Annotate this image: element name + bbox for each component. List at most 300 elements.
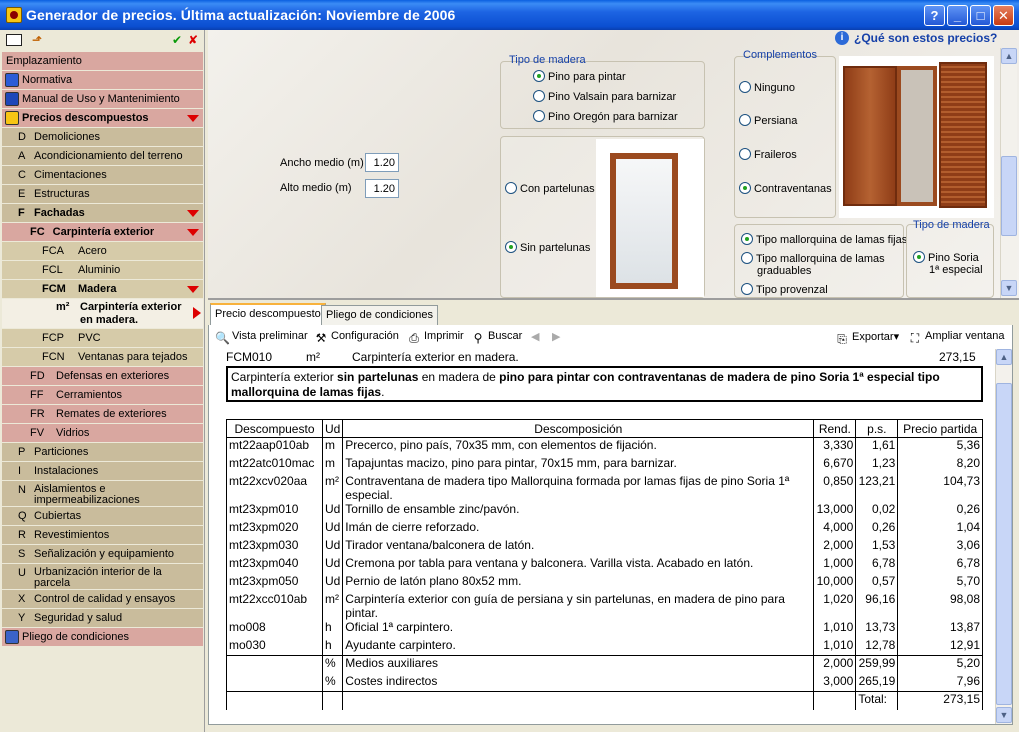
selected-marker-icon: [193, 307, 201, 319]
tree-code: m²: [56, 301, 70, 313]
tree-item-ff[interactable]: [2, 386, 203, 405]
table-row: [227, 438, 983, 456]
tree-item-fca[interactable]: [2, 242, 203, 261]
cell-desc: Tapajuntas macizo, pino para pintar, 70x15 mm, para barnizar.: [343, 456, 814, 474]
tree-label: Precios descompuestos: [22, 112, 149, 124]
tree-label: Instalaciones: [34, 465, 99, 477]
tree-code: Y: [18, 612, 26, 624]
pliego-icon: [5, 630, 19, 644]
expand-window-icon: ⛶: [910, 331, 920, 345]
cell-ps: 259,99: [856, 656, 898, 674]
left-toolbar: [0, 30, 204, 50]
table-row-total: [227, 692, 983, 710]
table-row: [227, 474, 983, 502]
tree-code: P: [18, 446, 26, 458]
tree-item-s[interactable]: [2, 545, 203, 564]
cell-unit: h: [322, 620, 342, 638]
tree-code: FCP: [42, 332, 64, 344]
app-icon: [6, 7, 22, 23]
radio-label: Persiana: [754, 115, 798, 127]
radio-label: Ninguno: [754, 82, 795, 94]
tree-label: en madera.: [80, 314, 139, 326]
cell-ps: 13,73: [856, 620, 898, 638]
table-row: [227, 592, 983, 620]
madera-radio-pintar[interactable]: [533, 70, 626, 83]
buscar-button[interactable]: [471, 330, 522, 345]
cell-code: mo030: [227, 638, 323, 656]
cell-unit: m: [322, 456, 342, 474]
tree-item-fr[interactable]: [2, 405, 203, 424]
scroll-up-icon[interactable]: ▲: [1001, 48, 1017, 64]
cell-ps: 265,19: [856, 674, 898, 692]
cell-rend: 13,000: [814, 502, 856, 520]
expand-icon[interactable]: [187, 229, 199, 236]
radio-label: Tipo mallorquina de lamas fijas: [756, 234, 908, 246]
col-ps: p.s.: [856, 420, 898, 438]
expand-icon[interactable]: [187, 210, 199, 217]
cell-price: 98,08: [898, 592, 983, 620]
alto-input[interactable]: [365, 179, 399, 198]
expand-icon[interactable]: [187, 115, 199, 122]
radio-dot: [739, 81, 751, 93]
tree-item-e[interactable]: [2, 185, 203, 204]
tree-item-c[interactable]: [2, 166, 203, 185]
cell-price: 3,06: [898, 538, 983, 556]
doc-code: FCM010: [226, 350, 273, 364]
desc-bold: pino para pintar con contraventanas de madera de pino Soria 1ª especial tipo mallorquina de lamas fijas: [231, 370, 940, 399]
complemento-persiana-radio[interactable]: [739, 114, 797, 127]
back-arrow-icon[interactable]: ◀: [531, 331, 540, 343]
exportar-button[interactable]: [835, 330, 899, 346]
radio-label: Pino Valsain para barnizar: [548, 91, 677, 103]
cell-price: 5,36: [898, 438, 983, 456]
tab-precio-descompuesto[interactable]: Precio descompuesto: [210, 303, 326, 326]
tree-label: Cubiertas: [34, 510, 82, 522]
document-scrollbar[interactable]: [995, 349, 1012, 724]
desc-text: en madera de: [418, 370, 500, 384]
cell-rend: 10,000: [814, 574, 856, 592]
content-toolbar: [208, 325, 1013, 349]
tree-item-i[interactable]: [2, 462, 203, 481]
tree: [2, 52, 203, 647]
cell-code: [227, 674, 323, 692]
doc-unit: m²: [306, 350, 320, 364]
cell-unit: m: [322, 438, 342, 456]
radio-label: Pino para pintar: [548, 71, 626, 83]
tree-item-fcn[interactable]: [2, 348, 203, 367]
cell-rend: 1,020: [814, 592, 856, 620]
cell-code: [227, 656, 323, 674]
radio-label: Contraventanas: [754, 183, 832, 195]
table-row-percent: [227, 674, 983, 692]
complementos-group: [734, 49, 836, 218]
tree-label: PVC: [78, 332, 101, 344]
desc-bold: sin partelunas: [337, 370, 419, 384]
tree-code: FCN: [42, 351, 65, 363]
cell-desc: Contraventana de madera tipo Mallorquina formada por lamas fijas de pino Soria 1ª especial.: [343, 474, 814, 502]
tree-code: F: [18, 207, 25, 219]
cell-desc: Pernio de latón plano 80x52 mm.: [343, 574, 814, 592]
col-descomposicion: Descomposición: [343, 420, 814, 438]
preview-icon: 🔍: [215, 331, 230, 345]
normativa-icon: [5, 73, 19, 87]
cell-empty: [322, 692, 342, 710]
expand-icon[interactable]: [187, 286, 199, 293]
tree-code: FCM: [42, 283, 66, 295]
tree-code: R: [18, 529, 26, 541]
tool-label: Exportar: [852, 331, 894, 343]
cell-ps: 1,53: [856, 538, 898, 556]
tool-label: Ampliar ventana: [925, 330, 1005, 342]
tree-item-selected[interactable]: [2, 299, 203, 329]
radio-label: Tipo provenzal: [756, 284, 828, 296]
cell-desc: Oficial 1ª carpintero.: [343, 620, 814, 638]
cell-price: 7,96: [898, 674, 983, 692]
group-title: Tipo de madera: [913, 219, 990, 231]
cell-desc: Cremona por tabla para ventana y balconera. Varilla vista. Acabado en latón.: [343, 556, 814, 574]
cell-empty: [343, 692, 814, 710]
tree-label: Particiones: [34, 446, 89, 458]
cell-price: 104,73: [898, 474, 983, 502]
tree-code: A: [18, 150, 26, 162]
mallorquina-fijas-radio[interactable]: [741, 233, 907, 246]
tree-code: S: [18, 548, 26, 560]
cell-rend: 2,000: [814, 538, 856, 556]
title-bar: [0, 0, 1019, 30]
cell-unit: Ud: [322, 556, 342, 574]
complemento-fraileros-radio[interactable]: [739, 148, 797, 161]
cell-empty: [227, 692, 323, 710]
complemento-contraventanas-radio[interactable]: [739, 182, 832, 195]
cell-code: mt23xpm030: [227, 538, 323, 556]
scroll-down-icon[interactable]: ▼: [996, 707, 1012, 723]
cell-ps: 1,61: [856, 438, 898, 456]
tree-code: E: [18, 188, 26, 200]
tree-label: Revestimientos: [34, 529, 110, 541]
radio-dot: [741, 252, 753, 264]
group-title: Complementos: [743, 49, 817, 61]
tree-code: D: [18, 131, 26, 143]
minimize-button[interactable]: _: [947, 5, 968, 26]
tree-label: Estructuras: [34, 188, 90, 200]
vista-preliminar-button[interactable]: [215, 330, 308, 345]
shutter-panel-left: [843, 66, 897, 206]
table-row: [227, 502, 983, 520]
tree-label: Acondicionamiento del terreno: [34, 150, 183, 162]
tree-label: Cerramientos: [56, 389, 123, 401]
radio-dot: [533, 90, 545, 102]
cell-ps: 123,21: [856, 474, 898, 502]
table-row: [227, 638, 983, 656]
cell-ps: 0,02: [856, 502, 898, 520]
cell-unit: %: [322, 656, 342, 674]
tree-item-f[interactable]: [2, 204, 203, 223]
cell-rend: 3,000: [814, 674, 856, 692]
left-pane: [0, 30, 205, 732]
cell-ps: 12,78: [856, 638, 898, 656]
cell-desc: Tirador ventana/balconera de latón.: [343, 538, 814, 556]
cell-rend: 3,330: [814, 438, 856, 456]
tree-label: Urbanización interior de la: [34, 566, 162, 578]
radio-dot: [741, 283, 753, 295]
tool-label: Configuración: [331, 330, 399, 342]
tree-code: FC: [30, 226, 45, 238]
tool-label: Imprimir: [424, 330, 464, 342]
tree-item-r[interactable]: [2, 526, 203, 545]
radio-dot: [741, 233, 753, 245]
radio-label: Pino Soria: [928, 252, 979, 264]
tree-label: Manual de Uso y Mantenimiento: [22, 93, 180, 105]
cell-rend: 0,850: [814, 474, 856, 502]
cell-desc: Costes indirectos: [343, 674, 814, 692]
chevron-down-icon: ▾: [893, 331, 900, 343]
radio-dot: [739, 182, 751, 194]
tree-label: parcela: [34, 577, 71, 589]
tree-item-x[interactable]: [2, 590, 203, 609]
cell-unit: Ud: [322, 574, 342, 592]
ancho-input[interactable]: [365, 153, 399, 172]
tree-manual[interactable]: [2, 90, 203, 109]
cell-code: mt23xpm020: [227, 520, 323, 538]
partelunas-group: [500, 136, 705, 298]
cancel-icon[interactable]: ✘: [187, 33, 199, 47]
desc-text: Carpintería exterior: [231, 370, 338, 384]
radio-label: Tipo mallorquina de lamas: [756, 253, 885, 265]
provenzal-radio[interactable]: [741, 283, 828, 296]
tool-label: Buscar: [488, 330, 523, 342]
cell-rend: 1,000: [814, 556, 856, 574]
scroll-thumb[interactable]: [996, 383, 1012, 705]
cell-desc: Medios auxiliares: [343, 656, 814, 674]
table-row: [227, 538, 983, 556]
configuracion-button[interactable]: [314, 330, 399, 345]
close-button[interactable]: ✕: [993, 5, 1014, 26]
cell-code: mt23xpm050: [227, 574, 323, 592]
tree-item-fcm[interactable]: [2, 280, 203, 299]
tree-emplazamiento[interactable]: [2, 52, 203, 71]
cell-empty: [814, 692, 856, 710]
maximize-button[interactable]: □: [970, 5, 991, 26]
cell-price: 1,04: [898, 520, 983, 538]
doc-name: Carpintería exterior en madera.: [352, 350, 519, 364]
pino-soria-radio[interactable]: [913, 251, 979, 264]
tree-code: Q: [18, 510, 27, 522]
radio-dot: [913, 251, 925, 263]
ampliar-ventana-button[interactable]: [908, 330, 1005, 345]
table-row: [227, 520, 983, 538]
tree-label: Cimentaciones: [34, 169, 107, 181]
tree-pliego[interactable]: [2, 628, 203, 647]
cell-price: 8,20: [898, 456, 983, 474]
table-row: [227, 456, 983, 474]
mallorquina-graduables-label2: graduables: [757, 265, 812, 277]
cell-desc: Ayudante carpintero.: [343, 638, 814, 656]
shutter-panel-right: [939, 62, 987, 208]
radio-label: Pino Oregón para barnizar: [548, 111, 678, 123]
tipo-madera-group: [500, 54, 705, 129]
cell-rend: 4,000: [814, 520, 856, 538]
tree-item-a[interactable]: [2, 147, 203, 166]
tree-code: FR: [30, 408, 45, 420]
col-precio-partida: Precio partida: [898, 420, 983, 438]
tree-code: N: [18, 484, 26, 496]
scroll-thumb[interactable]: [1001, 156, 1017, 236]
radio-dot: [533, 70, 545, 82]
printer-icon: ⎙: [409, 331, 419, 345]
tree-label: Seguridad y salud: [34, 612, 123, 624]
decomposition-table: [226, 419, 983, 710]
cell-code: mo008: [227, 620, 323, 638]
cell-code: mt22xcc010ab: [227, 592, 323, 620]
tree-label: Acero: [78, 245, 107, 257]
radio-label: Fraileros: [754, 149, 797, 161]
alto-label: Alto medio (m): [280, 182, 352, 194]
cell-rend: 2,000: [814, 656, 856, 674]
tree-label: Aluminio: [78, 264, 121, 276]
scroll-down-icon[interactable]: ▼: [1001, 280, 1017, 296]
con-partelunas-radio[interactable]: [505, 182, 595, 195]
help-button[interactable]: ?: [924, 5, 945, 26]
tree-code: FD: [30, 370, 45, 382]
cell-price: 5,20: [898, 656, 983, 674]
tipo-madera2-group: [906, 219, 994, 298]
cell-rend: 1,010: [814, 638, 856, 656]
cell-price: 0,26: [898, 502, 983, 520]
cell-unit: m²: [322, 592, 342, 620]
tree-code: FCA: [42, 245, 64, 257]
check-icon[interactable]: ✔: [171, 33, 183, 47]
tree-label: Remates de exteriores: [56, 408, 167, 420]
tree-code: X: [18, 593, 26, 605]
cell-unit: m²: [322, 474, 342, 502]
tree-code: C: [18, 169, 26, 181]
tree-item-q[interactable]: [2, 507, 203, 526]
binoculars-icon: ⚲: [473, 331, 483, 345]
info-icon: i: [835, 31, 849, 45]
tree-precios[interactable]: [2, 109, 203, 128]
cell-code: mt22xcv020aa: [227, 474, 323, 502]
madera-radio-valsain[interactable]: [533, 90, 676, 103]
window-title: Generador de precios. Última actualización: Noviembre de 2006: [26, 7, 456, 23]
complemento-ninguno-radio[interactable]: [739, 81, 795, 94]
radio-dot: [739, 114, 751, 126]
radio-label: Sin partelunas: [520, 242, 591, 254]
cell-rend: 6,670: [814, 456, 856, 474]
cell-ps: 1,23: [856, 456, 898, 474]
table-row: [227, 574, 983, 592]
desc-text: .: [381, 385, 385, 399]
mallorquina-graduables-radio[interactable]: [741, 252, 885, 265]
tree-label: Carpintería exterior: [52, 226, 155, 238]
tree-item-fc[interactable]: [2, 223, 203, 242]
manual-icon: [5, 92, 19, 106]
tree-label: Vidrios: [56, 427, 90, 439]
radio-label: Con partelunas: [520, 183, 595, 195]
tree-label: Madera: [78, 283, 117, 295]
table-row-percent: [227, 656, 983, 674]
info-link[interactable]: ¿Qué son estos precios?: [854, 31, 998, 45]
cell-ps: 0,57: [856, 574, 898, 592]
radio-dot: [533, 110, 545, 122]
window-image: [596, 139, 704, 297]
tree-label: Emplazamiento: [6, 55, 82, 67]
tree-item-u[interactable]: [2, 564, 203, 590]
radio-dot: [505, 241, 517, 253]
tab-pliego-condiciones[interactable]: Pliego de condiciones: [321, 305, 438, 325]
tree-code: I: [18, 465, 22, 477]
cell-desc: Carpintería exterior con guía de persiana y sin partelunas, en madera de pino para pintar.: [343, 592, 814, 620]
madera-radio-oregon[interactable]: [533, 110, 678, 123]
options-scrollbar[interactable]: [1000, 48, 1017, 298]
tree-label: Defensas en exteriores: [56, 370, 170, 382]
tab-bar: [208, 303, 1019, 325]
tree-label: Carpintería exterior: [80, 301, 182, 313]
cell-unit: h: [322, 638, 342, 656]
tool-label: Vista preliminar: [232, 330, 308, 342]
cell-code: mt23xpm040: [227, 556, 323, 574]
cell-code: mt23xpm010: [227, 502, 323, 520]
tree-label: Señalización y equipamiento: [34, 548, 175, 560]
ancho-label: Ancho medio (m): [280, 157, 364, 169]
cell-price: 5,70: [898, 574, 983, 592]
scroll-up-icon[interactable]: ▲: [996, 349, 1012, 365]
tools-icon: ⚒: [315, 331, 327, 345]
forward-arrow-icon[interactable]: ▶: [552, 331, 561, 343]
cell-rend: 1,010: [814, 620, 856, 638]
tree-item-p[interactable]: [2, 443, 203, 462]
tree-item-fcp[interactable]: [2, 329, 203, 348]
tree-code: FF: [30, 389, 44, 401]
up-arrow-icon[interactable]: ⬏: [31, 33, 43, 47]
tree-label: Pliego de condiciones: [22, 631, 130, 643]
tree-normativa[interactable]: [2, 71, 203, 90]
tree-item-fv[interactable]: [2, 424, 203, 443]
radio-dot: [505, 182, 517, 194]
tree-item-d[interactable]: [2, 128, 203, 147]
table-row: [227, 556, 983, 574]
cell-desc: Tornillo de ensamble zinc/pavón.: [343, 502, 814, 520]
precios-icon: [5, 111, 19, 125]
cell-price: 12,91: [898, 638, 983, 656]
window-frame: [610, 153, 678, 289]
radio-dot: [739, 148, 751, 160]
cell-ps: 96,16: [856, 592, 898, 620]
tree-code: FV: [30, 427, 45, 439]
imprimir-button[interactable]: [407, 330, 464, 345]
tree-code: U: [18, 567, 26, 579]
tree-item-fd[interactable]: [2, 367, 203, 386]
shutter-image: [839, 56, 994, 218]
tree-item-fcl[interactable]: [2, 261, 203, 280]
cell-price: 6,78: [898, 556, 983, 574]
tree-item-n[interactable]: [2, 481, 203, 507]
table-body: [227, 438, 983, 710]
tree-code: FCL: [42, 264, 63, 276]
keyboard-icon[interactable]: [6, 34, 22, 46]
cell-code: mt22atc010mac: [227, 456, 323, 474]
col-descompuesto: Descompuesto: [227, 420, 323, 438]
table-header: [227, 420, 983, 438]
col-rend: Rend.: [814, 420, 856, 438]
cell-unit: Ud: [322, 520, 342, 538]
shutter-window: [897, 66, 937, 206]
tree-item-y[interactable]: [2, 609, 203, 628]
tree-label: Normativa: [22, 74, 73, 86]
pino-soria-label2: 1ª especial: [929, 264, 983, 276]
document-area: [208, 349, 1013, 725]
sin-partelunas-radio[interactable]: [505, 241, 590, 254]
export-icon: ⎘: [837, 332, 847, 346]
